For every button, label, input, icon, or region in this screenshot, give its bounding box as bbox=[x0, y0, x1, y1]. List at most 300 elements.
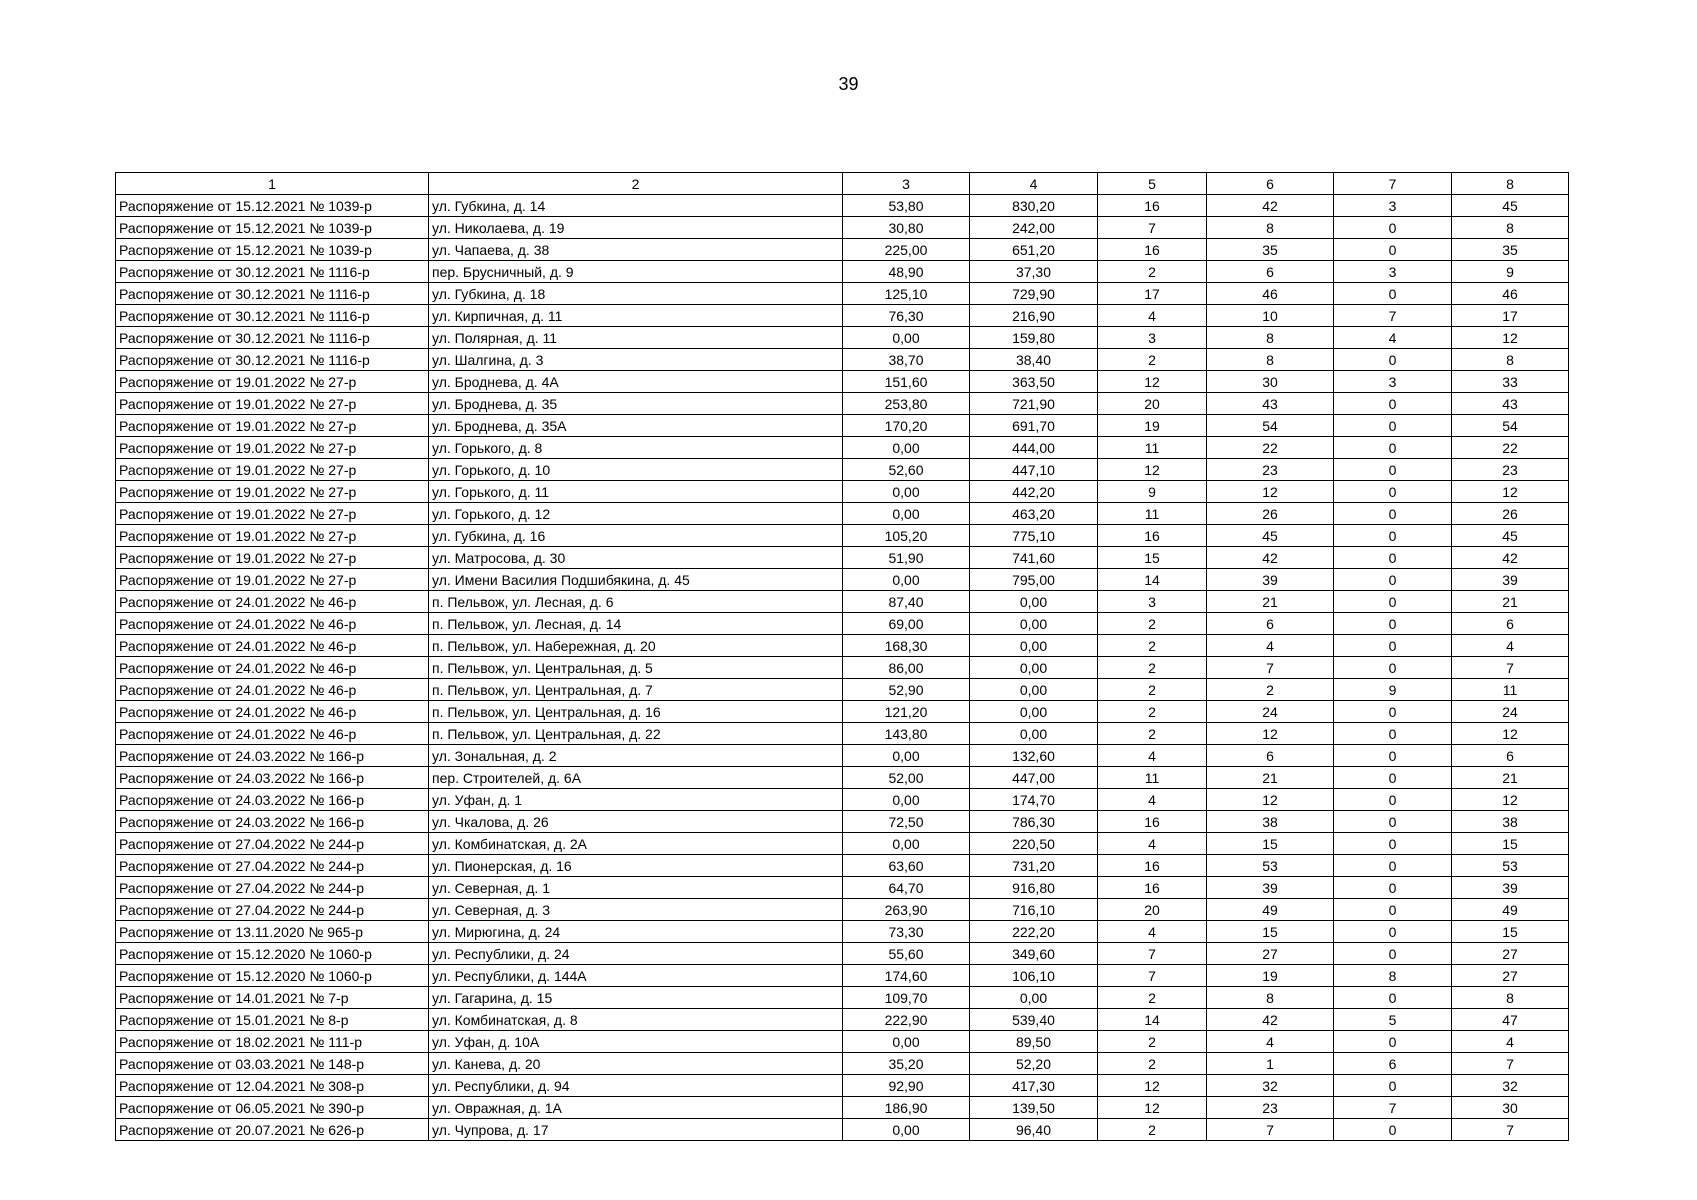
value-5-cell: 12 bbox=[1098, 1097, 1207, 1119]
table-row bbox=[116, 217, 1569, 239]
value-5-cell: 20 bbox=[1098, 393, 1207, 415]
address-cell: ул. Броднева, д. 4А bbox=[429, 371, 843, 393]
value-3-cell: 168,30 bbox=[843, 635, 970, 657]
value-8-cell: 43 bbox=[1452, 393, 1569, 415]
value-4-cell: 916,80 bbox=[970, 877, 1098, 899]
order-cell: Распоряжение от 15.12.2020 № 1060-р bbox=[116, 943, 429, 965]
value-6-cell: 42 bbox=[1207, 195, 1334, 217]
value-4-cell: 0,00 bbox=[970, 987, 1098, 1009]
table-row bbox=[116, 767, 1569, 789]
table-row bbox=[116, 855, 1569, 877]
value-7-cell: 0 bbox=[1334, 437, 1452, 459]
value-6-cell: 38 bbox=[1207, 811, 1334, 833]
order-cell: Распоряжение от 19.01.2022 № 27-р bbox=[116, 415, 429, 437]
value-6-cell: 15 bbox=[1207, 833, 1334, 855]
value-8-cell: 42 bbox=[1452, 547, 1569, 569]
address-cell: ул. Горького, д. 12 bbox=[429, 503, 843, 525]
value-5-cell: 2 bbox=[1098, 349, 1207, 371]
value-5-cell: 16 bbox=[1098, 877, 1207, 899]
value-6-cell: 39 bbox=[1207, 877, 1334, 899]
value-4-cell: 795,00 bbox=[970, 569, 1098, 591]
address-cell: ул. Зональная, д. 2 bbox=[429, 745, 843, 767]
value-3-cell: 35,20 bbox=[843, 1053, 970, 1075]
value-6-cell: 6 bbox=[1207, 613, 1334, 635]
address-cell: ул. Горького, д. 10 bbox=[429, 459, 843, 481]
address-cell: ул. Республики, д. 144А bbox=[429, 965, 843, 987]
address-cell: ул. Уфан, д. 1 bbox=[429, 789, 843, 811]
value-4-cell: 106,10 bbox=[970, 965, 1098, 987]
value-3-cell: 109,70 bbox=[843, 987, 970, 1009]
value-6-cell: 42 bbox=[1207, 1009, 1334, 1031]
address-cell: п. Пельвож, ул. Центральная, д. 7 bbox=[429, 679, 843, 701]
value-7-cell: 9 bbox=[1334, 679, 1452, 701]
table-row bbox=[116, 481, 1569, 503]
value-8-cell: 26 bbox=[1452, 503, 1569, 525]
table-row bbox=[116, 1075, 1569, 1097]
order-cell: Распоряжение от 15.12.2021 № 1039-р bbox=[116, 239, 429, 261]
value-3-cell: 222,90 bbox=[843, 1009, 970, 1031]
value-5-cell: 2 bbox=[1098, 1053, 1207, 1075]
value-5-cell: 16 bbox=[1098, 195, 1207, 217]
value-5-cell: 2 bbox=[1098, 1119, 1207, 1141]
table-row bbox=[116, 657, 1569, 679]
value-5-cell: 9 bbox=[1098, 481, 1207, 503]
value-7-cell: 4 bbox=[1334, 327, 1452, 349]
value-8-cell: 39 bbox=[1452, 877, 1569, 899]
value-7-cell: 0 bbox=[1334, 415, 1452, 437]
value-8-cell: 21 bbox=[1452, 591, 1569, 613]
header-column-7: 7 bbox=[1334, 173, 1452, 195]
value-8-cell: 15 bbox=[1452, 921, 1569, 943]
value-3-cell: 151,60 bbox=[843, 371, 970, 393]
table-row bbox=[116, 745, 1569, 767]
value-4-cell: 651,20 bbox=[970, 239, 1098, 261]
value-3-cell: 263,90 bbox=[843, 899, 970, 921]
value-3-cell: 53,80 bbox=[843, 195, 970, 217]
value-3-cell: 86,00 bbox=[843, 657, 970, 679]
value-3-cell: 38,70 bbox=[843, 349, 970, 371]
value-8-cell: 4 bbox=[1452, 1031, 1569, 1053]
value-4-cell: 363,50 bbox=[970, 371, 1098, 393]
value-5-cell: 19 bbox=[1098, 415, 1207, 437]
order-cell: Распоряжение от 27.04.2022 № 244-р bbox=[116, 899, 429, 921]
value-6-cell: 10 bbox=[1207, 305, 1334, 327]
value-3-cell: 0,00 bbox=[843, 327, 970, 349]
value-8-cell: 12 bbox=[1452, 789, 1569, 811]
value-6-cell: 21 bbox=[1207, 591, 1334, 613]
value-6-cell: 30 bbox=[1207, 371, 1334, 393]
value-7-cell: 0 bbox=[1334, 613, 1452, 635]
value-7-cell: 3 bbox=[1334, 195, 1452, 217]
value-6-cell: 22 bbox=[1207, 437, 1334, 459]
value-4-cell: 52,20 bbox=[970, 1053, 1098, 1075]
value-4-cell: 222,20 bbox=[970, 921, 1098, 943]
address-cell: ул. Уфан, д. 10А bbox=[429, 1031, 843, 1053]
value-4-cell: 741,60 bbox=[970, 547, 1098, 569]
address-cell: ул. Горького, д. 11 bbox=[429, 481, 843, 503]
value-3-cell: 48,90 bbox=[843, 261, 970, 283]
value-5-cell: 4 bbox=[1098, 789, 1207, 811]
value-4-cell: 447,10 bbox=[970, 459, 1098, 481]
order-cell: Распоряжение от 24.03.2022 № 166-р bbox=[116, 745, 429, 767]
address-cell: ул. Северная, д. 1 bbox=[429, 877, 843, 899]
order-cell: Распоряжение от 19.01.2022 № 27-р bbox=[116, 547, 429, 569]
value-5-cell: 17 bbox=[1098, 283, 1207, 305]
value-8-cell: 15 bbox=[1452, 833, 1569, 855]
value-6-cell: 12 bbox=[1207, 789, 1334, 811]
value-5-cell: 7 bbox=[1098, 217, 1207, 239]
value-5-cell: 12 bbox=[1098, 1075, 1207, 1097]
value-7-cell: 0 bbox=[1334, 459, 1452, 481]
value-3-cell: 0,00 bbox=[843, 1031, 970, 1053]
value-6-cell: 8 bbox=[1207, 327, 1334, 349]
value-6-cell: 32 bbox=[1207, 1075, 1334, 1097]
value-7-cell: 0 bbox=[1334, 547, 1452, 569]
order-cell: Распоряжение от 20.07.2021 № 626-р bbox=[116, 1119, 429, 1141]
value-4-cell: 729,90 bbox=[970, 283, 1098, 305]
value-7-cell: 0 bbox=[1334, 1031, 1452, 1053]
header-column-1: 1 bbox=[116, 173, 429, 195]
value-6-cell: 27 bbox=[1207, 943, 1334, 965]
table-row bbox=[116, 1031, 1569, 1053]
value-8-cell: 21 bbox=[1452, 767, 1569, 789]
value-4-cell: 417,30 bbox=[970, 1075, 1098, 1097]
header-column-3: 3 bbox=[843, 173, 970, 195]
order-cell: Распоряжение от 27.04.2022 № 244-р bbox=[116, 877, 429, 899]
order-cell: Распоряжение от 19.01.2022 № 27-р bbox=[116, 481, 429, 503]
value-8-cell: 24 bbox=[1452, 701, 1569, 723]
order-cell: Распоряжение от 15.12.2020 № 1060-р bbox=[116, 965, 429, 987]
value-7-cell: 0 bbox=[1334, 899, 1452, 921]
table-row bbox=[116, 393, 1569, 415]
value-6-cell: 8 bbox=[1207, 217, 1334, 239]
value-4-cell: 830,20 bbox=[970, 195, 1098, 217]
value-8-cell: 33 bbox=[1452, 371, 1569, 393]
value-8-cell: 6 bbox=[1452, 613, 1569, 635]
value-5-cell: 2 bbox=[1098, 261, 1207, 283]
value-3-cell: 63,60 bbox=[843, 855, 970, 877]
value-3-cell: 0,00 bbox=[843, 833, 970, 855]
order-cell: Распоряжение от 24.03.2022 № 166-р bbox=[116, 811, 429, 833]
order-cell: Распоряжение от 24.01.2022 № 46-р bbox=[116, 679, 429, 701]
address-cell: ул. Матросова, д. 30 bbox=[429, 547, 843, 569]
address-cell: пер. Строителей, д. 6А bbox=[429, 767, 843, 789]
value-5-cell: 16 bbox=[1098, 855, 1207, 877]
table-row bbox=[116, 503, 1569, 525]
order-cell: Распоряжение от 24.01.2022 № 46-р bbox=[116, 723, 429, 745]
value-6-cell: 26 bbox=[1207, 503, 1334, 525]
order-cell: Распоряжение от 24.01.2022 № 46-р bbox=[116, 657, 429, 679]
registry-table bbox=[115, 172, 1569, 1141]
value-3-cell: 105,20 bbox=[843, 525, 970, 547]
value-5-cell: 3 bbox=[1098, 327, 1207, 349]
order-cell: Распоряжение от 27.04.2022 № 244-р bbox=[116, 855, 429, 877]
value-5-cell: 2 bbox=[1098, 657, 1207, 679]
order-cell: Распоряжение от 19.01.2022 № 27-р bbox=[116, 525, 429, 547]
value-8-cell: 17 bbox=[1452, 305, 1569, 327]
value-6-cell: 19 bbox=[1207, 965, 1334, 987]
value-6-cell: 12 bbox=[1207, 723, 1334, 745]
value-5-cell: 2 bbox=[1098, 635, 1207, 657]
value-3-cell: 52,60 bbox=[843, 459, 970, 481]
value-3-cell: 73,30 bbox=[843, 921, 970, 943]
value-3-cell: 76,30 bbox=[843, 305, 970, 327]
value-4-cell: 159,80 bbox=[970, 327, 1098, 349]
address-cell: ул. Канева, д. 20 bbox=[429, 1053, 843, 1075]
order-cell: Распоряжение от 06.05.2021 № 390-р bbox=[116, 1097, 429, 1119]
table-row bbox=[116, 635, 1569, 657]
value-7-cell: 0 bbox=[1334, 701, 1452, 723]
value-3-cell: 30,80 bbox=[843, 217, 970, 239]
table-row bbox=[116, 261, 1569, 283]
value-8-cell: 12 bbox=[1452, 327, 1569, 349]
value-4-cell: 38,40 bbox=[970, 349, 1098, 371]
value-3-cell: 51,90 bbox=[843, 547, 970, 569]
address-cell: п. Пельвож, ул. Лесная, д. 6 bbox=[429, 591, 843, 613]
value-6-cell: 8 bbox=[1207, 349, 1334, 371]
table-row bbox=[116, 987, 1569, 1009]
value-4-cell: 0,00 bbox=[970, 657, 1098, 679]
value-7-cell: 7 bbox=[1334, 1097, 1452, 1119]
order-cell: Распоряжение от 30.12.2021 № 1116-р bbox=[116, 327, 429, 349]
value-6-cell: 2 bbox=[1207, 679, 1334, 701]
value-7-cell: 0 bbox=[1334, 921, 1452, 943]
address-cell: п. Пельвож, ул. Центральная, д. 5 bbox=[429, 657, 843, 679]
value-8-cell: 7 bbox=[1452, 657, 1569, 679]
value-7-cell: 8 bbox=[1334, 965, 1452, 987]
address-cell: ул. Губкина, д. 14 bbox=[429, 195, 843, 217]
value-6-cell: 7 bbox=[1207, 1119, 1334, 1141]
address-cell: ул. Комбинатская, д. 8 bbox=[429, 1009, 843, 1031]
value-6-cell: 8 bbox=[1207, 987, 1334, 1009]
value-6-cell: 15 bbox=[1207, 921, 1334, 943]
table-row bbox=[116, 437, 1569, 459]
address-cell: ул. Республики, д. 94 bbox=[429, 1075, 843, 1097]
address-cell: ул. Пионерская, д. 16 bbox=[429, 855, 843, 877]
value-8-cell: 27 bbox=[1452, 943, 1569, 965]
address-cell: ул. Чупрова, д. 17 bbox=[429, 1119, 843, 1141]
value-4-cell: 721,90 bbox=[970, 393, 1098, 415]
value-5-cell: 20 bbox=[1098, 899, 1207, 921]
address-cell: ул. Броднева, д. 35А bbox=[429, 415, 843, 437]
value-3-cell: 0,00 bbox=[843, 745, 970, 767]
value-6-cell: 35 bbox=[1207, 239, 1334, 261]
order-cell: Распоряжение от 12.04.2021 № 308-р bbox=[116, 1075, 429, 1097]
value-3-cell: 121,20 bbox=[843, 701, 970, 723]
order-cell: Распоряжение от 15.12.2021 № 1039-р bbox=[116, 195, 429, 217]
table-row bbox=[116, 525, 1569, 547]
table-row bbox=[116, 701, 1569, 723]
order-cell: Распоряжение от 15.01.2021 № 8-р bbox=[116, 1009, 429, 1031]
table-row bbox=[116, 547, 1569, 569]
value-8-cell: 23 bbox=[1452, 459, 1569, 481]
address-cell: ул. Губкина, д. 16 bbox=[429, 525, 843, 547]
value-8-cell: 49 bbox=[1452, 899, 1569, 921]
value-4-cell: 0,00 bbox=[970, 679, 1098, 701]
value-6-cell: 23 bbox=[1207, 459, 1334, 481]
value-6-cell: 23 bbox=[1207, 1097, 1334, 1119]
value-8-cell: 12 bbox=[1452, 723, 1569, 745]
address-cell: ул. Комбинатская, д. 2А bbox=[429, 833, 843, 855]
value-4-cell: 731,20 bbox=[970, 855, 1098, 877]
table-row bbox=[116, 921, 1569, 943]
value-6-cell: 1 bbox=[1207, 1053, 1334, 1075]
address-cell: ул. Мирюгина, д. 24 bbox=[429, 921, 843, 943]
order-cell: Распоряжение от 24.01.2022 № 46-р bbox=[116, 591, 429, 613]
table-row bbox=[116, 1053, 1569, 1075]
value-5-cell: 4 bbox=[1098, 833, 1207, 855]
value-6-cell: 7 bbox=[1207, 657, 1334, 679]
value-8-cell: 7 bbox=[1452, 1053, 1569, 1075]
table-row bbox=[116, 613, 1569, 635]
order-cell: Распоряжение от 19.01.2022 № 27-р bbox=[116, 437, 429, 459]
order-cell: Распоряжение от 24.01.2022 № 46-р bbox=[116, 701, 429, 723]
value-3-cell: 87,40 bbox=[843, 591, 970, 613]
value-7-cell: 0 bbox=[1334, 1119, 1452, 1141]
table-row bbox=[116, 965, 1569, 987]
value-7-cell: 0 bbox=[1334, 503, 1452, 525]
address-cell: ул. Губкина, д. 18 bbox=[429, 283, 843, 305]
value-8-cell: 46 bbox=[1452, 283, 1569, 305]
value-6-cell: 4 bbox=[1207, 1031, 1334, 1053]
value-4-cell: 716,10 bbox=[970, 899, 1098, 921]
value-8-cell: 39 bbox=[1452, 569, 1569, 591]
value-4-cell: 349,60 bbox=[970, 943, 1098, 965]
value-4-cell: 786,30 bbox=[970, 811, 1098, 833]
table-row bbox=[116, 679, 1569, 701]
table-row bbox=[116, 1097, 1569, 1119]
value-3-cell: 72,50 bbox=[843, 811, 970, 833]
value-5-cell: 12 bbox=[1098, 459, 1207, 481]
table-row bbox=[116, 195, 1569, 217]
value-7-cell: 0 bbox=[1334, 525, 1452, 547]
table-row bbox=[116, 591, 1569, 613]
value-7-cell: 0 bbox=[1334, 657, 1452, 679]
value-7-cell: 0 bbox=[1334, 745, 1452, 767]
table-row bbox=[116, 811, 1569, 833]
table-row bbox=[116, 789, 1569, 811]
order-cell: Распоряжение от 14.01.2021 № 7-р bbox=[116, 987, 429, 1009]
value-3-cell: 170,20 bbox=[843, 415, 970, 437]
header-column-8: 8 bbox=[1452, 173, 1569, 195]
value-8-cell: 8 bbox=[1452, 987, 1569, 1009]
value-7-cell: 0 bbox=[1334, 239, 1452, 261]
table-row bbox=[116, 833, 1569, 855]
value-3-cell: 0,00 bbox=[843, 481, 970, 503]
value-4-cell: 539,40 bbox=[970, 1009, 1098, 1031]
value-6-cell: 39 bbox=[1207, 569, 1334, 591]
table-row bbox=[116, 349, 1569, 371]
address-cell: ул. Кирпичная, д. 11 bbox=[429, 305, 843, 327]
value-8-cell: 45 bbox=[1452, 525, 1569, 547]
value-4-cell: 216,90 bbox=[970, 305, 1098, 327]
value-6-cell: 6 bbox=[1207, 261, 1334, 283]
value-3-cell: 52,00 bbox=[843, 767, 970, 789]
value-5-cell: 11 bbox=[1098, 437, 1207, 459]
value-7-cell: 0 bbox=[1334, 833, 1452, 855]
order-cell: Распоряжение от 19.01.2022 № 27-р bbox=[116, 459, 429, 481]
header-row bbox=[116, 173, 1569, 195]
table-body bbox=[116, 195, 1569, 1141]
value-5-cell: 2 bbox=[1098, 723, 1207, 745]
value-7-cell: 0 bbox=[1334, 349, 1452, 371]
value-7-cell: 0 bbox=[1334, 877, 1452, 899]
address-cell: ул. Горького, д. 8 bbox=[429, 437, 843, 459]
value-4-cell: 220,50 bbox=[970, 833, 1098, 855]
value-3-cell: 0,00 bbox=[843, 789, 970, 811]
order-cell: Распоряжение от 30.12.2021 № 1116-р bbox=[116, 305, 429, 327]
value-3-cell: 125,10 bbox=[843, 283, 970, 305]
value-3-cell: 92,90 bbox=[843, 1075, 970, 1097]
value-7-cell: 0 bbox=[1334, 811, 1452, 833]
header-column-5: 5 bbox=[1098, 173, 1207, 195]
address-cell: ул. Николаева, д. 19 bbox=[429, 217, 843, 239]
value-7-cell: 0 bbox=[1334, 283, 1452, 305]
value-7-cell: 0 bbox=[1334, 723, 1452, 745]
value-4-cell: 89,50 bbox=[970, 1031, 1098, 1053]
order-cell: Распоряжение от 19.01.2022 № 27-р bbox=[116, 371, 429, 393]
value-7-cell: 5 bbox=[1334, 1009, 1452, 1031]
table-row bbox=[116, 943, 1569, 965]
order-cell: Распоряжение от 19.01.2022 № 27-р bbox=[116, 393, 429, 415]
value-5-cell: 4 bbox=[1098, 745, 1207, 767]
value-3-cell: 174,60 bbox=[843, 965, 970, 987]
value-8-cell: 22 bbox=[1452, 437, 1569, 459]
value-5-cell: 14 bbox=[1098, 569, 1207, 591]
value-5-cell: 7 bbox=[1098, 965, 1207, 987]
value-6-cell: 54 bbox=[1207, 415, 1334, 437]
value-7-cell: 0 bbox=[1334, 393, 1452, 415]
value-8-cell: 35 bbox=[1452, 239, 1569, 261]
value-7-cell: 0 bbox=[1334, 635, 1452, 657]
address-cell: п. Пельвож, ул. Набережная, д. 20 bbox=[429, 635, 843, 657]
value-5-cell: 16 bbox=[1098, 239, 1207, 261]
table-row bbox=[116, 1009, 1569, 1031]
table-row bbox=[116, 877, 1569, 899]
value-3-cell: 55,60 bbox=[843, 943, 970, 965]
value-7-cell: 0 bbox=[1334, 855, 1452, 877]
order-cell: Распоряжение от 15.12.2021 № 1039-р bbox=[116, 217, 429, 239]
header-column-6: 6 bbox=[1207, 173, 1334, 195]
value-4-cell: 691,70 bbox=[970, 415, 1098, 437]
value-3-cell: 0,00 bbox=[843, 437, 970, 459]
value-3-cell: 69,00 bbox=[843, 613, 970, 635]
value-3-cell: 253,80 bbox=[843, 393, 970, 415]
value-3-cell: 0,00 bbox=[843, 1119, 970, 1141]
value-3-cell: 52,90 bbox=[843, 679, 970, 701]
header-column-2: 2 bbox=[429, 173, 843, 195]
value-5-cell: 7 bbox=[1098, 943, 1207, 965]
value-4-cell: 242,00 bbox=[970, 217, 1098, 239]
value-5-cell: 3 bbox=[1098, 591, 1207, 613]
order-cell: Распоряжение от 19.01.2022 № 27-р bbox=[116, 569, 429, 591]
value-5-cell: 14 bbox=[1098, 1009, 1207, 1031]
value-7-cell: 0 bbox=[1334, 789, 1452, 811]
value-4-cell: 174,70 bbox=[970, 789, 1098, 811]
header-column-4: 4 bbox=[970, 173, 1098, 195]
page-number: 39 bbox=[838, 74, 859, 94]
value-6-cell: 43 bbox=[1207, 393, 1334, 415]
value-4-cell: 775,10 bbox=[970, 525, 1098, 547]
value-5-cell: 2 bbox=[1098, 701, 1207, 723]
value-8-cell: 47 bbox=[1452, 1009, 1569, 1031]
value-8-cell: 12 bbox=[1452, 481, 1569, 503]
value-8-cell: 53 bbox=[1452, 855, 1569, 877]
value-7-cell: 0 bbox=[1334, 569, 1452, 591]
value-7-cell: 6 bbox=[1334, 1053, 1452, 1075]
order-cell: Распоряжение от 03.03.2021 № 148-р bbox=[116, 1053, 429, 1075]
address-cell: ул. Чкалова, д. 26 bbox=[429, 811, 843, 833]
